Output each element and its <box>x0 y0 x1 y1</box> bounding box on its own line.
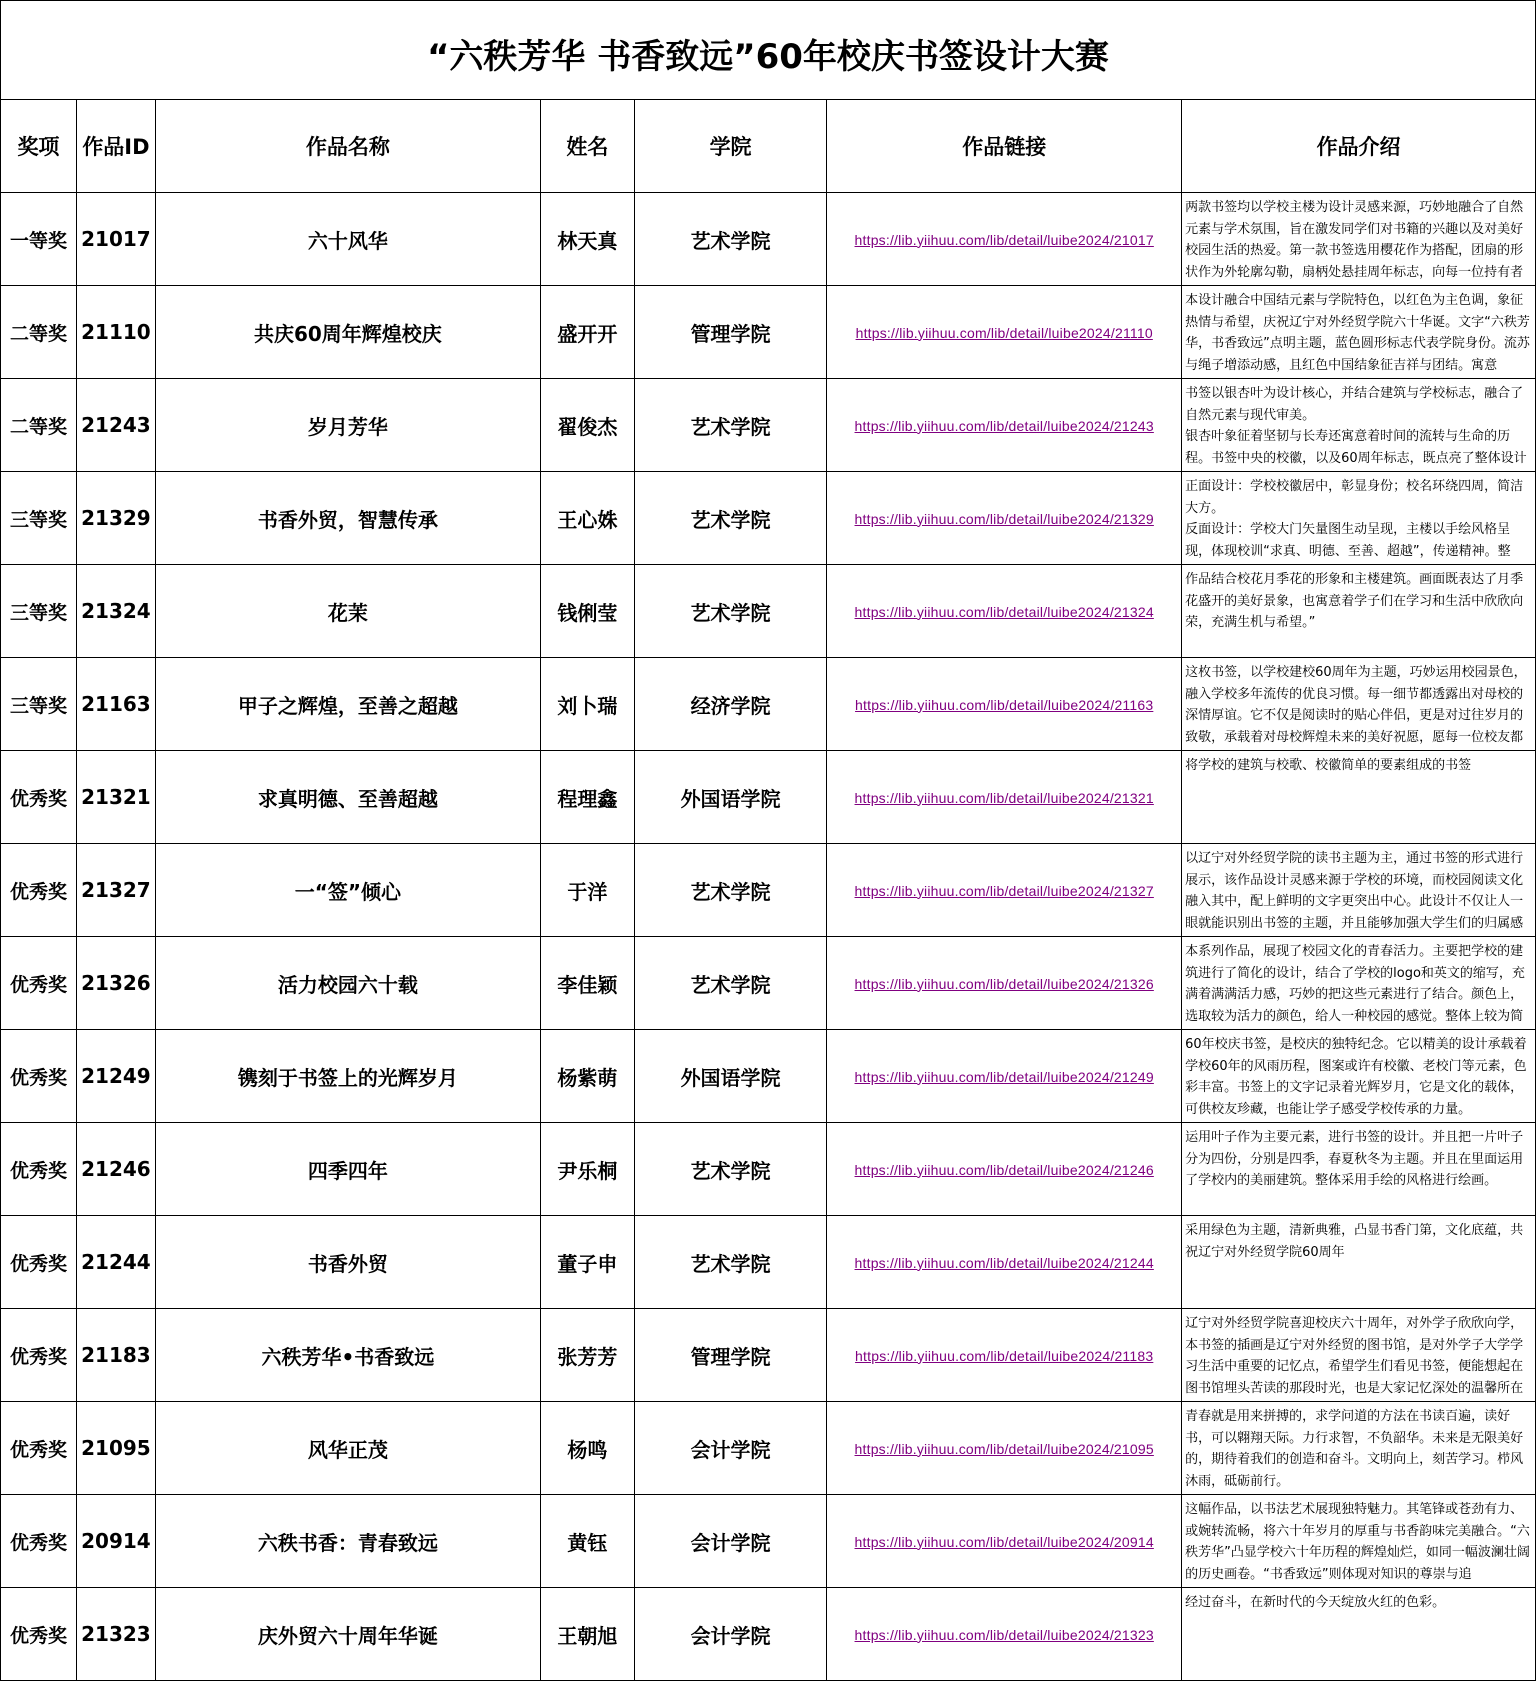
author-cell: 杨鸣 <box>540 1402 634 1495</box>
table-row <box>1 658 1536 751</box>
description-text: 本系列作品，展现了校园文化的青春活力。主要把学校的建筑进行了简化的设计，结合了学校的logo和英文的缩写，充满着满满活力感，巧妙的把这些元素进行了结合。颜色上，选取较为活力的颜色，给人一种校园的感觉。整体上较为简 <box>1185 944 1525 1024</box>
college-cell: 艺术学院 <box>634 193 826 286</box>
work-id-cell: 21244 <box>76 1216 155 1309</box>
table-row <box>1 1216 1536 1309</box>
award-cell: 优秀奖 <box>1 1123 77 1216</box>
description-cell <box>1182 937 1536 1030</box>
work-link[interactable]: https://lib.yiihuu.com/lib/detail/luibe2024/21017 <box>854 231 1154 248</box>
author-cell: 于洋 <box>540 844 634 937</box>
description-cell <box>1182 1309 1536 1402</box>
work-link[interactable]: https://lib.yiihuu.com/lib/detail/luibe2024/21246 <box>854 1161 1154 1178</box>
description-text: 60年校庆书签，是校庆的独特纪念。它以精美的设计承载着学校60年的风雨历程，图案或许有校徽、老校门等元素，色彩丰富。书签上的文字记录着光辉岁月，它是文化的载体，可供校友珍藏，也能让学子感受学校传承的力量。 <box>1185 1037 1527 1117</box>
description-text: 两款书签均以学校主楼为设计灵感来源，巧妙地融合了自然元素与学术氛围，旨在激发同学们对书籍的兴趣以及对美好校园生活的热爱。第一款书签选用樱花作为搭配，团扇的形状作为外轮廓勾勒，扇柄处悬挂周年标志，向每一位持有者 <box>1185 200 1524 280</box>
link-cell <box>827 286 1182 379</box>
description-cell <box>1182 286 1536 379</box>
description-text: 以辽宁对外经贸学院的读书主题为主，通过书签的形式进行展示，该作品设计灵感来源于学校的环境，而校园阅读文化融入其中，配上鲜明的文字更突出中心。此设计不仅让人一眼就能识别出书签的主题，并且能够加强大学生们的归属感 <box>1185 851 1524 931</box>
link-cell <box>827 1402 1182 1495</box>
work-name-cell: 四季四年 <box>155 1123 540 1216</box>
college-cell: 经济学院 <box>634 658 826 751</box>
award-cell: 优秀奖 <box>1 1402 77 1495</box>
work-link[interactable]: https://lib.yiihuu.com/lib/detail/luibe2024/21249 <box>854 1068 1154 1085</box>
description-text: 将学校的建筑与校歌、校徽简单的要素组成的书签 <box>1185 758 1472 773</box>
description-text: 作品结合校花月季花的形象和主楼建筑。画面既表达了月季花盛开的美好景象，也寓意着学子们在学习和生活中欣欣向荣，充满生机与希望。” <box>1185 572 1524 630</box>
college-cell: 会计学院 <box>634 1588 826 1681</box>
work-name-cell: 一“签”倾心 <box>155 844 540 937</box>
award-cell: 优秀奖 <box>1 1030 77 1123</box>
description-text: 青春就是用来拼搏的，求学问道的方法在书读百遍，读好书，可以翺翔天际。力行求智，不负韶华。未来是无限美好的，期待着我们的创造和奋斗。文明向上，刻苦学习。栉风沐雨，砥砺前行。 <box>1185 1409 1524 1489</box>
work-link[interactable]: https://lib.yiihuu.com/lib/detail/luibe2024/21095 <box>854 1440 1154 1457</box>
college-cell: 外国语学院 <box>634 751 826 844</box>
table-row <box>1 937 1536 1030</box>
work-name-cell: 活力校园六十载 <box>155 937 540 1030</box>
table-row <box>1 751 1536 844</box>
work-link[interactable]: https://lib.yiihuu.com/lib/detail/luibe2024/21327 <box>854 882 1154 899</box>
work-link[interactable]: https://lib.yiihuu.com/lib/detail/luibe2024/21326 <box>854 975 1154 992</box>
work-name-cell: 庆外贸六十周年华诞 <box>155 1588 540 1681</box>
work-id-cell: 21246 <box>76 1123 155 1216</box>
work-id-cell: 21327 <box>76 844 155 937</box>
author-cell: 杨紫萌 <box>540 1030 634 1123</box>
work-id-cell: 21017 <box>76 193 155 286</box>
description-text: 书签以银杏叶为设计核心，并结合建筑与学校标志，融合了自然元素与现代审美。 银杏叶象征着坚韧与长寿还寓意着时间的流转与生命的历程。书签中央的校徽，以及60周年标志，既点亮了整体设计 <box>1185 386 1527 466</box>
work-id-cell: 21163 <box>76 658 155 751</box>
table-row <box>1 844 1536 937</box>
description-text: 辽宁对外经贸学院喜迎校庆六十周年，对外学子欣欣向学，本书签的插画是辽宁对外经贸的图书馆，是对外学子大学学习生活中重要的记忆点，希望学生们看见书签，便能想起在图书馆埋头苦读的那段时光，也是大家记忆深处的温馨所在 <box>1185 1316 1524 1396</box>
work-link[interactable]: https://lib.yiihuu.com/lib/detail/luibe2024/21244 <box>854 1254 1154 1271</box>
work-name-cell: 镌刻于书签上的光辉岁月 <box>155 1030 540 1123</box>
description-cell <box>1182 844 1536 937</box>
link-cell <box>827 379 1182 472</box>
author-cell: 黄钰 <box>540 1495 634 1588</box>
table-row <box>1 1030 1536 1123</box>
college-cell: 艺术学院 <box>634 937 826 1030</box>
description-text: 这幅作品，以书法艺术展现独特魅力。其笔锋或苍劲有力、或婉转流畅，将六十年岁月的厚重与书香韵味完美融合。“六秩芳华”凸显学校六十年历程的辉煌灿烂，如同一幅波澜壮阔的历史画卷。“书香致远”则体现对知识的尊崇与追 <box>1185 1502 1530 1582</box>
work-id-cell: 21329 <box>76 472 155 565</box>
description-text: 本设计融合中国结元素与学院特色，以红色为主色调，象征热情与希望，庆祝辽宁对外经贸学院六十华诞。文字“六秩芳华，书香致远”点明主题，蓝色圆形标志代表学院身份。流苏与绳子增添动感，且红色中国结象征吉祥与团结。寓意 <box>1185 293 1530 373</box>
description-text: 运用叶子作为主要元素，进行书签的设计。并且把一片叶子分为四份，分别是四季，春夏秋冬为主题。并且在里面运用了学校内的美丽建筑。整体采用手绘的风格进行绘画。 <box>1185 1130 1524 1188</box>
college-cell: 外国语学院 <box>634 1030 826 1123</box>
table-title: “六秩芳华 书香致远”60年校庆书签设计大赛 <box>1 1 1536 100</box>
award-cell: 优秀奖 <box>1 1309 77 1402</box>
work-link[interactable]: https://lib.yiihuu.com/lib/detail/luibe2024/20914 <box>854 1533 1154 1550</box>
work-id-cell: 21110 <box>76 286 155 379</box>
table-row <box>1 193 1536 286</box>
award-cell: 一等奖 <box>1 193 77 286</box>
work-link[interactable]: https://lib.yiihuu.com/lib/detail/luibe2024/21243 <box>854 417 1154 434</box>
header-link: 作品链接 <box>827 100 1182 193</box>
description-text: 正面设计：学校校徽居中，彰显身份；校名环绕四周，简洁大方。 反面设计：学校大门矢量图生动呈现，主楼以手绘风格呈现，体现校训“求真、明德、至善、超越”，传递精神。整 <box>1185 479 1524 559</box>
description-text: 经过奋斗，在新时代的今天绽放火红的色彩。 <box>1185 1595 1446 1610</box>
work-name-cell: 求真明德、至善超越 <box>155 751 540 844</box>
college-cell: 会计学院 <box>634 1495 826 1588</box>
link-cell <box>827 472 1182 565</box>
author-cell: 王心姝 <box>540 472 634 565</box>
header-award: 奖项 <box>1 100 77 193</box>
table-row <box>1 286 1536 379</box>
work-link[interactable]: https://lib.yiihuu.com/lib/detail/luibe2024/21183 <box>855 1347 1154 1364</box>
link-cell <box>827 658 1182 751</box>
award-cell: 优秀奖 <box>1 1216 77 1309</box>
work-id-cell: 21249 <box>76 1030 155 1123</box>
work-id-cell: 21326 <box>76 937 155 1030</box>
work-id-cell: 21323 <box>76 1588 155 1681</box>
link-cell <box>827 193 1182 286</box>
link-cell <box>827 1123 1182 1216</box>
work-name-cell: 花茉 <box>155 565 540 658</box>
college-cell: 艺术学院 <box>634 1123 826 1216</box>
header-work-name: 作品名称 <box>155 100 540 193</box>
work-id-cell: 21321 <box>76 751 155 844</box>
table-row <box>1 565 1536 658</box>
header-description: 作品介绍 <box>1182 100 1536 193</box>
work-name-cell: 六秩芳华•书香致远 <box>155 1309 540 1402</box>
work-name-cell: 书香外贸，智慧传承 <box>155 472 540 565</box>
description-text: 采用绿色为主题，清新典雅，凸显书香门第，文化底蕴，共祝辽宁对外经贸学院60周年 <box>1185 1223 1524 1260</box>
description-cell <box>1182 1030 1536 1123</box>
work-name-cell: 风华正茂 <box>155 1402 540 1495</box>
author-cell: 董子申 <box>540 1216 634 1309</box>
work-name-cell: 共庆60周年辉煌校庆 <box>155 286 540 379</box>
link-cell <box>827 1030 1182 1123</box>
link-cell <box>827 1309 1182 1402</box>
header-college: 学院 <box>634 100 826 193</box>
description-cell <box>1182 658 1536 751</box>
table-row <box>1 1309 1536 1402</box>
college-cell: 管理学院 <box>634 1309 826 1402</box>
work-id-cell: 20914 <box>76 1495 155 1588</box>
work-link[interactable]: https://lib.yiihuu.com/lib/detail/luibe2024/21324 <box>854 603 1154 620</box>
header-author: 姓名 <box>540 100 634 193</box>
table-row <box>1 1402 1536 1495</box>
work-name-cell: 六十风华 <box>155 193 540 286</box>
author-cell: 翟俊杰 <box>540 379 634 472</box>
award-cell: 三等奖 <box>1 658 77 751</box>
link-cell <box>827 1588 1182 1681</box>
description-cell <box>1182 1588 1536 1681</box>
link-cell <box>827 937 1182 1030</box>
header-id: 作品ID <box>76 100 155 193</box>
work-link[interactable]: https://lib.yiihuu.com/lib/detail/luibe2024/21321 <box>854 789 1154 806</box>
table-row <box>1 1588 1536 1681</box>
description-cell <box>1182 1216 1536 1309</box>
link-cell <box>827 1216 1182 1309</box>
author-cell: 林天真 <box>540 193 634 286</box>
award-cell: 三等奖 <box>1 472 77 565</box>
college-cell: 艺术学院 <box>634 472 826 565</box>
description-cell <box>1182 565 1536 658</box>
author-cell: 盛开开 <box>540 286 634 379</box>
award-cell: 二等奖 <box>1 286 77 379</box>
description-cell <box>1182 193 1536 286</box>
description-cell <box>1182 1123 1536 1216</box>
link-cell <box>827 844 1182 937</box>
work-name-cell: 书香外贸 <box>155 1216 540 1309</box>
author-cell: 刘卜瑞 <box>540 658 634 751</box>
work-id-cell: 21243 <box>76 379 155 472</box>
college-cell: 管理学院 <box>634 286 826 379</box>
description-text: 这枚书签，以学校建校60周年为主题，巧妙运用校园景色，融入学校多年流传的优良习惯。每一细节都透露出对母校的深情厚谊。它不仅是阅读时的贴心伴侣，更是对过往岁月的致敬，承载着对母校辉煌未来的美好祝愿，愿每一位校友都 <box>1185 665 1527 745</box>
college-cell: 艺术学院 <box>634 565 826 658</box>
work-link[interactable]: https://lib.yiihuu.com/lib/detail/luibe2024/21323 <box>854 1626 1154 1643</box>
author-cell: 尹乐桐 <box>540 1123 634 1216</box>
work-name-cell: 六秩书香：青春致远 <box>155 1495 540 1588</box>
award-cell: 优秀奖 <box>1 844 77 937</box>
author-cell: 王朝旭 <box>540 1588 634 1681</box>
description-cell <box>1182 472 1536 565</box>
author-cell: 李佳颖 <box>540 937 634 1030</box>
work-name-cell: 甲子之辉煌，至善之超越 <box>155 658 540 751</box>
description-cell <box>1182 379 1536 472</box>
description-cell <box>1182 1495 1536 1588</box>
work-id-cell: 21183 <box>76 1309 155 1402</box>
work-link[interactable]: https://lib.yiihuu.com/lib/detail/luibe2024/21163 <box>855 696 1154 713</box>
description-cell <box>1182 1402 1536 1495</box>
college-cell: 艺术学院 <box>634 844 826 937</box>
link-cell <box>827 1495 1182 1588</box>
table-row <box>1 472 1536 565</box>
work-id-cell: 21324 <box>76 565 155 658</box>
table-row <box>1 1495 1536 1588</box>
author-cell: 张芳芳 <box>540 1309 634 1402</box>
award-cell: 优秀奖 <box>1 751 77 844</box>
work-link[interactable]: https://lib.yiihuu.com/lib/detail/luibe2024/21110 <box>855 324 1153 341</box>
college-cell: 艺术学院 <box>634 1216 826 1309</box>
header-row <box>1 100 1536 193</box>
description-cell <box>1182 751 1536 844</box>
award-cell: 优秀奖 <box>1 1495 77 1588</box>
table-row <box>1 379 1536 472</box>
award-cell: 三等奖 <box>1 565 77 658</box>
work-link[interactable]: https://lib.yiihuu.com/lib/detail/luibe2024/21329 <box>854 510 1154 527</box>
link-cell <box>827 565 1182 658</box>
link-cell <box>827 751 1182 844</box>
author-cell: 程理鑫 <box>540 751 634 844</box>
award-cell: 二等奖 <box>1 379 77 472</box>
author-cell: 钱俐莹 <box>540 565 634 658</box>
award-cell: 优秀奖 <box>1 1588 77 1681</box>
college-cell: 会计学院 <box>634 1402 826 1495</box>
work-name-cell: 岁月芳华 <box>155 379 540 472</box>
award-cell: 优秀奖 <box>1 937 77 1030</box>
table-row <box>1 1123 1536 1216</box>
work-id-cell: 21095 <box>76 1402 155 1495</box>
college-cell: 艺术学院 <box>634 379 826 472</box>
